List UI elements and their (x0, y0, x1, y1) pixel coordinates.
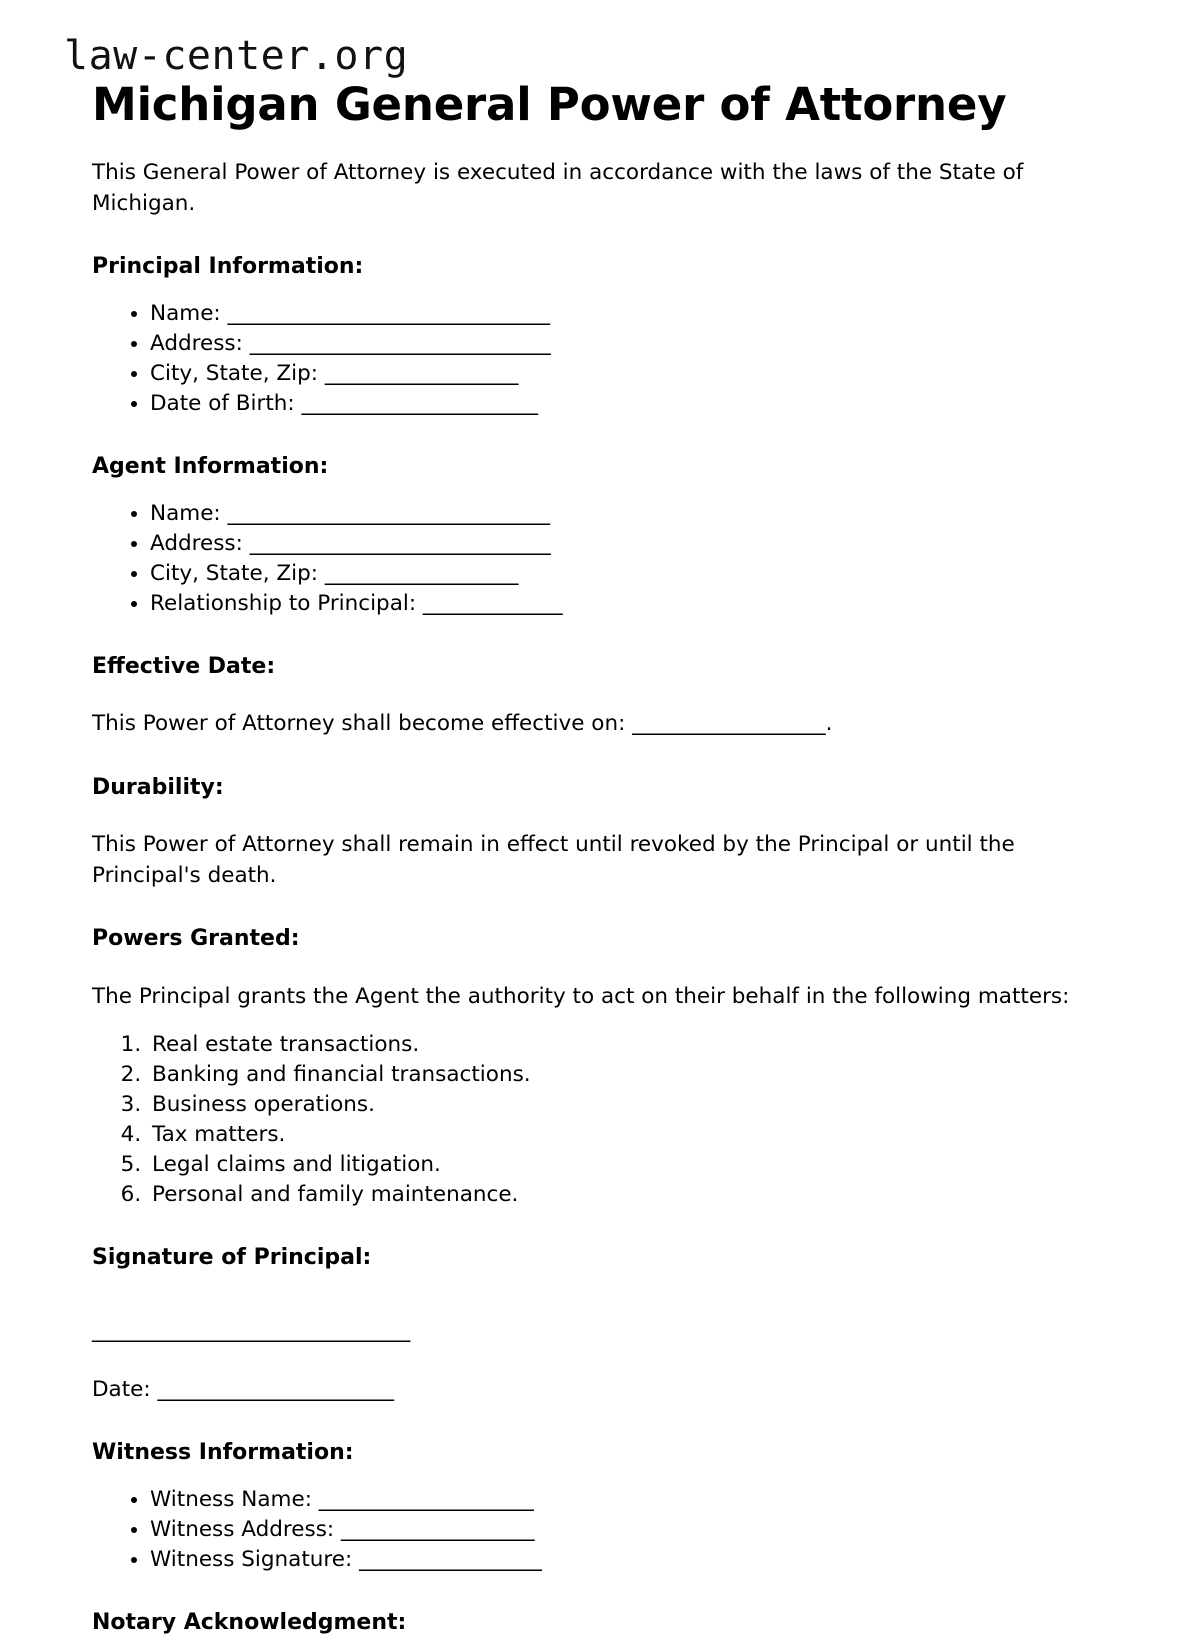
heading-notary-acknowledgment: Notary Acknowledgment: (92, 1609, 407, 1635)
durability-paragraph: This Power of Attorney shall remain in effect until revoked by the Principal or until the Principal's death. (92, 832, 1015, 888)
powers-granted-paragraph: The Principal grants the Agent the authority to act on their behalf in the following matters: (92, 984, 1070, 1010)
heading-agent-information: Agent Information: (92, 454, 329, 480)
principal-signature-blank: _______________________________ (92, 1318, 410, 1344)
powers-granted-list (92, 1030, 1125, 1210)
list-item: • Witness Signature: _________________ (150, 1545, 1125, 1575)
heading-signature-of-principal: Signature of Principal: (92, 1244, 372, 1270)
list-item: • Name: ______________________________ (150, 499, 1125, 529)
list-item: • Address: ____________________________ (150, 329, 1125, 359)
document-header (64, 33, 1125, 131)
list-item: • Name: ______________________________ (150, 299, 1125, 329)
list-item: • Witness Name: ____________________ (150, 1485, 1125, 1515)
document-body (64, 158, 1125, 1637)
list-item: 5. Legal claims and litigation. (148, 1150, 1125, 1180)
list-item: 3. Business operations. (148, 1090, 1125, 1120)
heading-durability: Durability: (92, 774, 224, 800)
effective-date-paragraph: This Power of Attorney shall become effective on: __________________. (92, 711, 833, 737)
list-item: 6. Personal and family maintenance. (148, 1180, 1125, 1210)
list-item: • City, State, Zip: __________________ (150, 359, 1125, 389)
list-item: 4. Tax matters. (148, 1120, 1125, 1150)
list-item: • Date of Birth: ______________________ (150, 389, 1125, 419)
list-item: 1. Real estate transactions. (148, 1030, 1125, 1060)
list-item: • Relationship to Principal: _____________ (150, 589, 1125, 619)
list-item: • City, State, Zip: __________________ (150, 559, 1125, 589)
heading-effective-date: Effective Date: (92, 653, 276, 679)
intro-paragraph: This General Power of Attorney is executed in accordance with the laws of the State of Michigan. (92, 160, 1024, 216)
principal-date-blank: Date: ______________________ (92, 1376, 394, 1402)
page-title: Michigan General Power of Attorney (92, 78, 1007, 131)
list-item: 2. Banking and financial transactions. (148, 1060, 1125, 1090)
list-item: • Address: ____________________________ (150, 529, 1125, 559)
heading-powers-granted: Powers Granted: (92, 926, 300, 952)
site-name: law-center.org (64, 33, 409, 79)
witness-information-list (92, 1485, 1125, 1575)
principal-information-list (92, 299, 1125, 419)
agent-information-list (92, 499, 1125, 619)
heading-principal-information: Principal Information: (92, 254, 364, 280)
heading-witness-information: Witness Information: (92, 1440, 354, 1466)
list-item: • Witness Address: __________________ (150, 1515, 1125, 1545)
